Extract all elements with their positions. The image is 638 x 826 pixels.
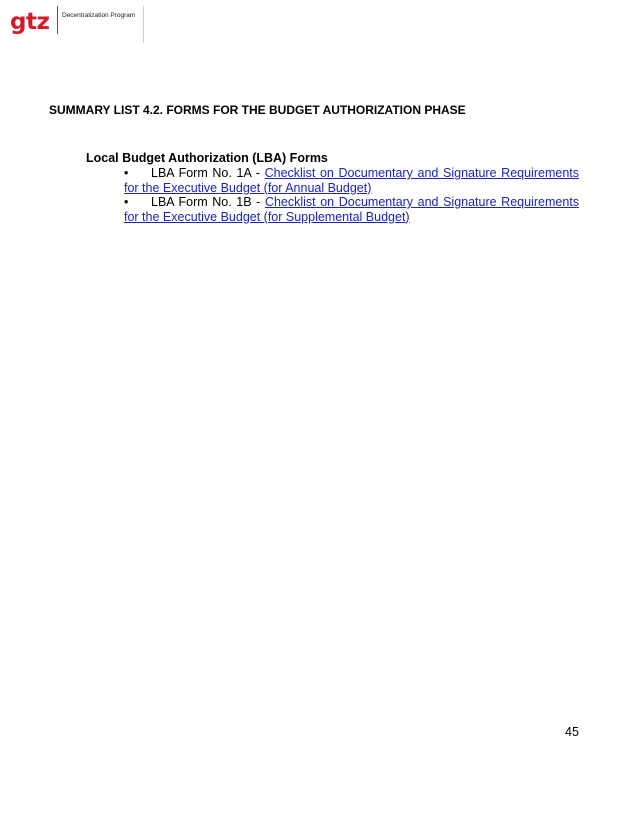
page-number: 45 xyxy=(565,725,579,739)
summary-list-title: SUMMARY LIST 4.2. FORMS FOR THE BUDGET AUTHORIZATION PHASE xyxy=(49,103,466,117)
form-1b-link[interactable]: Checklist on Documentary and Signature Requirements for the Executive Budget (for Supplemental Budget) xyxy=(124,195,579,224)
header-rule xyxy=(143,6,144,43)
form-1a-link[interactable]: Checklist on Documentary and Signature Requirements for the Executive Budget (for Annual Budget) xyxy=(124,166,579,195)
list-item xyxy=(124,195,579,224)
bullet-icon: • xyxy=(124,166,129,180)
bullet-icon: • xyxy=(124,195,129,209)
gtz-logo: gtz xyxy=(10,9,50,35)
form-label: LBA Form No. 1A - xyxy=(151,166,265,180)
form-label: LBA Form No. 1B - xyxy=(151,195,265,209)
program-name: Decentralization Program xyxy=(62,12,136,19)
form-list xyxy=(124,166,579,224)
logo-divider xyxy=(57,6,58,34)
section-heading: Local Budget Authorization (LBA) Forms xyxy=(86,151,328,165)
list-item xyxy=(124,166,579,195)
